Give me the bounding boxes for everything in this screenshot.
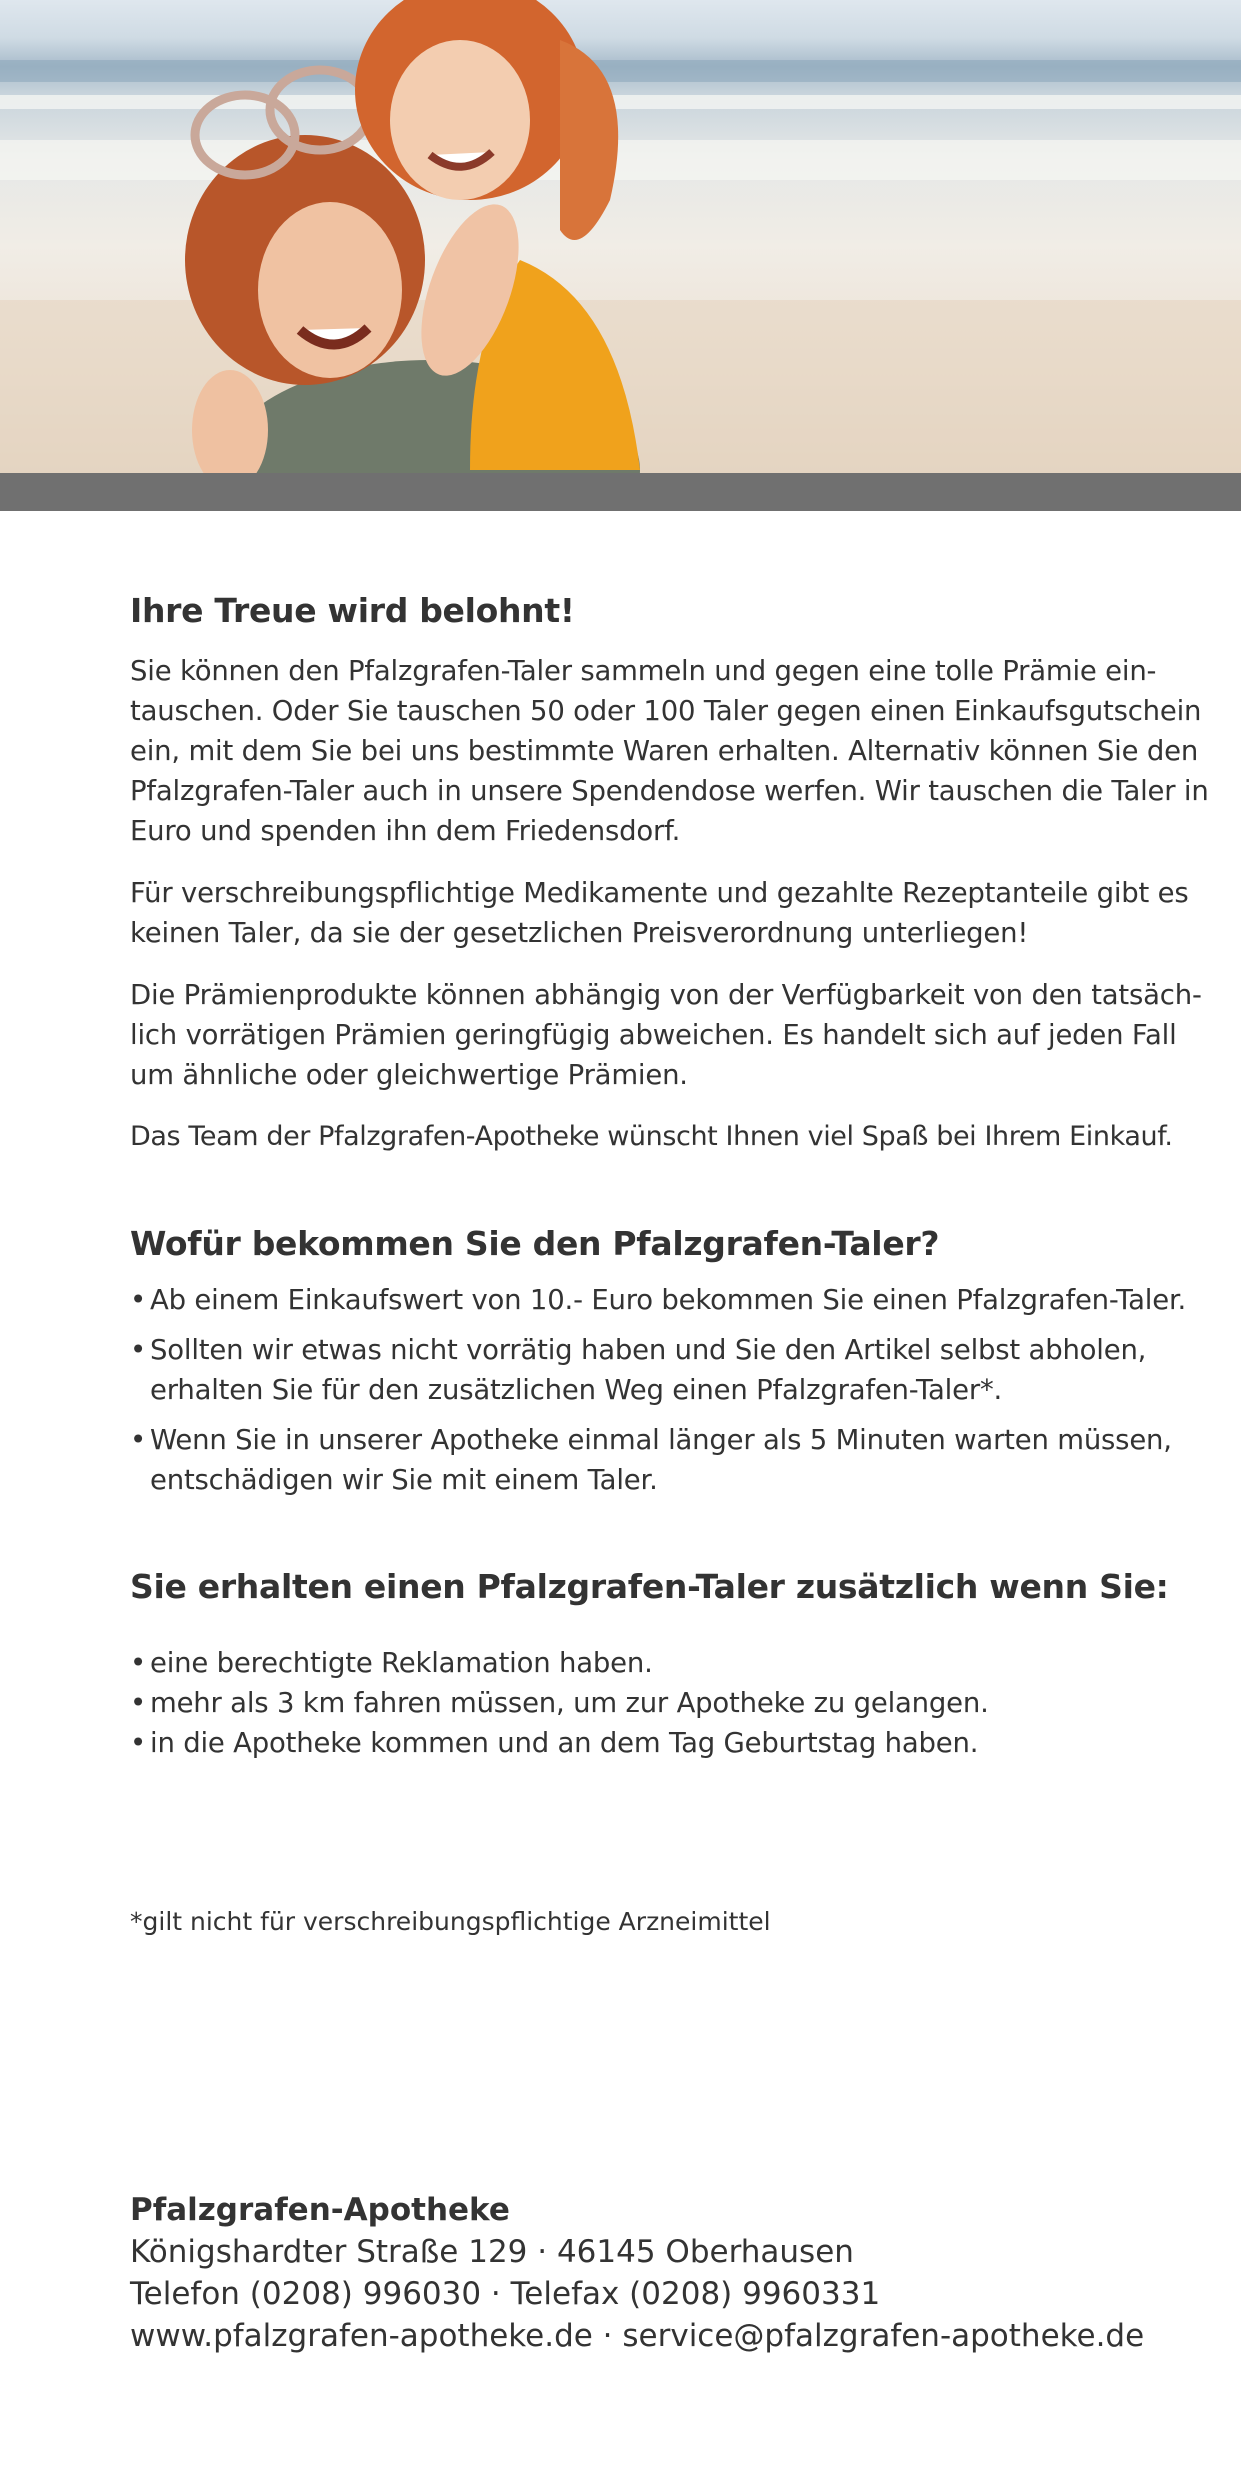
address-block [130,2189,1144,2357]
section1-paragraph: Für verschreibungspflichtige Medikamente und gezahlte Rezeptanteile gibt es keinen Taler, da sie der gesetzlichen Preisverordnung unterliegen! [130,876,1189,949]
hero-image [0,0,1241,473]
pharmacy-name: Pfalzgrafen-Apotheke [130,2192,510,2228]
list-item: • Sollten wir etwas nicht vorrätig haben und Sie den Artikel selbst abholen, erhalten Sie für den zusätzlichen Weg einen Pfalzgrafen-Taler*. [130,1330,1210,1410]
list-item: • in die Apotheke kommen und an dem Tag Geburtstag haben. [130,1723,1210,1763]
list-item: • eine berechtigte Reklamation haben. [130,1643,1210,1683]
section1-paragraph: Sie können den Pfalzgrafen-Taler sammeln und gegen eine tolle Prämie ein-tauschen. Oder Sie tauschen 50 oder 100 Taler gegen einen Einkaufsgutschein ein, mit dem Sie bei uns bestimmte Waren erhalten. Alternativ können Sie den Pfalzgrafen-Taler auch in unsere Spendendose werfen. Wir tauschen die Taler in Euro und spenden ihn dem Friedensdorf. [130,654,1209,847]
section1-paragraph: Das Team der Pfalzgrafen-Apotheke wünscht Ihnen viel Spaß bei Ihrem Einkauf. [130,1120,1173,1152]
section2-list [130,1280,1210,1500]
address-street: Königshardter Straße 129 · 46145 Oberhausen [130,2234,854,2270]
hero-illustration [0,0,1241,473]
hero-band [0,473,1241,511]
footnote: *gilt nicht für verschreibungspflichtige Arzneimittel [130,1907,771,1936]
address-web[interactable]: www.pfalzgrafen-apotheke.de · service@pfalzgrafen-apotheke.de [130,2318,1145,2354]
section1-title: Ihre Treue wird belohnt! [130,591,575,630]
main-content [130,590,1210,1763]
section2-title: Wofür bekommen Sie den Pfalzgrafen-Taler? [130,1223,940,1263]
list-item: • mehr als 3 km fahren müssen, um zur Apotheke zu gelangen. [130,1683,1210,1723]
address-phone: Telefon (0208) 996030 · Telefax (0208) 9960331 [130,2276,881,2312]
list-item: • Ab einem Einkaufswert von 10.- Euro bekommen Sie einen Pfalzgrafen-Taler. [130,1280,1210,1320]
section3-title: Sie erhalten einen Pfalzgrafen-Taler zusätzlich wenn Sie: [130,1566,1169,1606]
list-item: • Wenn Sie in unserer Apotheke einmal länger als 5 Minuten warten müssen, entschädigen wir Sie mit einem Taler. [130,1420,1210,1500]
section1-paragraph: Die Prämienprodukte können abhängig von der Verfügbarkeit von den tatsäch-lich vorrätigen Prämien geringfügig abweichen. Es handelt sich auf jeden Fall um ähnliche oder gleichwertige Prämien. [130,978,1202,1091]
section3-list [130,1643,1210,1763]
